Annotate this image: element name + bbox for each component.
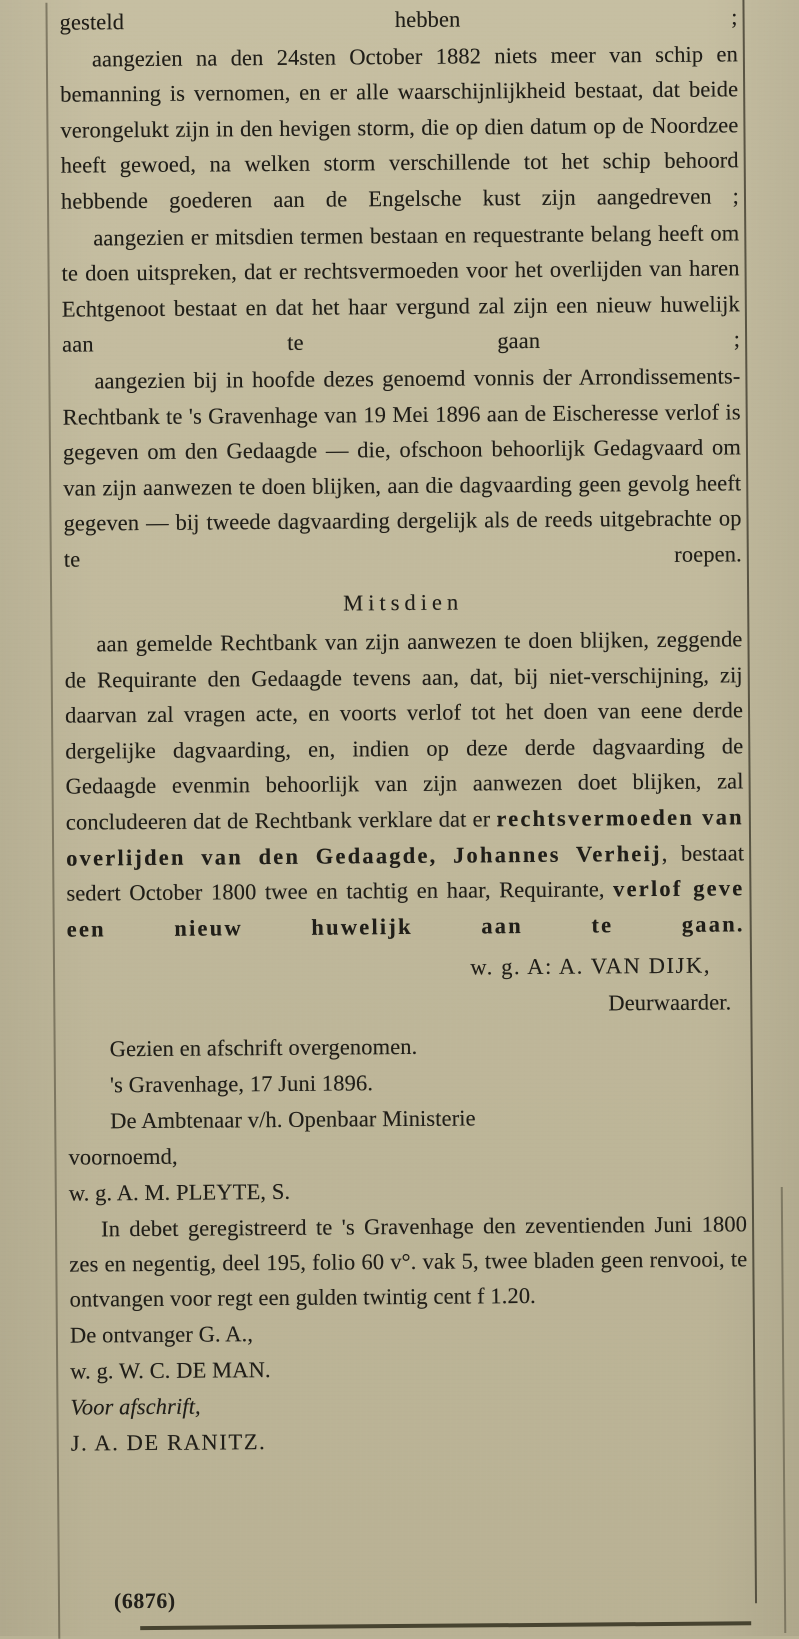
column-rule-left [45, 3, 60, 1639]
body-paragraph-0: gesteld hebben ; [59, 4, 738, 35]
body-paragraph-2: aangezien er mitsdien termen bestaan en requestrante belang heeft om te doen uitspreken, dat er rechtsvermoeden voor het overlijden van haren Echtgenoot bestaat en dat het haar vergund zal zijn een nieuw huwelijk aan te gaan ; [61, 219, 741, 357]
body-paragraph-1: aangezien na den 24sten October 1882 niets meer van schip en bemanning is vernomen, en er alle waarschijnlijkheid bestaat, dat beide verongelukt zijn in den hevigen storm, die op dien datum op de Noordzee heeft gewoed, na welken storm verschillende tot het schip behoord hebbende goederen aan de Engelsche kust zijn aangedreven ; [60, 40, 740, 214]
tail-line-9: J. A. DE RANITZ. [70, 1428, 267, 1456]
tail-block [68, 1026, 749, 1460]
tail-registration-paragraph: In debet geregistreerd te 's Gravenhage den zeventienden Juni 1800 zes en negentig, deel 195, folio 60 v°. vak 5, twee bladen geen renvooi, te ontvangen voor regt een gulden twintig cent f 1.20. [69, 1210, 748, 1312]
tail-line-1: 's Gravenhage, 17 Juni 1896. [109, 1069, 374, 1097]
tail-line-8: Voor afschrift, [70, 1393, 201, 1420]
after-bold-text: , bestaat sedert October 1800 twee en tachtig en haar, Requirante, [66, 839, 745, 906]
bold-run-rechtsvermoeden: rechtsvermoeden van overlijden van den Gedaagde, Johannes Verheij [66, 804, 744, 871]
tail-line-6: De ontvanger G. A., [69, 1320, 254, 1348]
signature-line-1: w. g. A: A. VAN DIJK, [470, 953, 712, 980]
mitsdien-paragraph [64, 621, 744, 947]
tail-line-3: voornoemd, [68, 1143, 178, 1170]
tail-line-0: Gezien en afschrift overgenomen. [109, 1033, 418, 1061]
text-column [59, 0, 748, 1461]
mitsdien-lead-text: aan gemelde Rechtbank van zijn aanwezen te doen blijken, zeggende de Requirante den Gedaagde tevens aan, dat, bij niet-verschijning, zij daarvan zal vragen acte, en voorts verlof tot het doen van eene derde dergelijke dagvaarding, en, indien op deze derde dagvaarding de Gedaagde evenmin behoorlijk van zijn aanwezen doet blijken, zal concludeeren dat de Rechtbank verklare dat er [64, 626, 744, 835]
mitsdien-heading: Mitsdien [343, 589, 464, 615]
body-paragraph-3: aangezien bij in hoofde dezes genoemd vonnis der Arrondissements-Rechtbank te 's Gravenhage van 19 Mei 1896 aan de Eischeresse verlof is gegeven om den Gedaagde — die, ofschoon behoorlijk Gedagvaard om van zijn aanwezen te doen blijken, aan die dagvaarding geen gevolg heeft gegeven — bij tweede dagvaarding dergelijk als de reeds uitgebrachte op te roepen. [62, 363, 742, 572]
tail-line-2: De Ambtenaar v/h. Openbaar Ministerie [110, 1105, 476, 1133]
bottom-rule [140, 1621, 751, 1630]
bold-run-verlof: verlof geve een nieuw huwelijk aan te gaan. [66, 875, 745, 942]
signature-line-2: Deurwaarder. [608, 989, 732, 1016]
tail-line-7: w. g. W. C. DE MAN. [70, 1356, 271, 1384]
tail-line-4: w. g. A. M. PLEYTE, S. [68, 1178, 291, 1206]
column-rule-right-outer [781, 1187, 787, 1633]
reference-number: (6876) [113, 1587, 176, 1614]
